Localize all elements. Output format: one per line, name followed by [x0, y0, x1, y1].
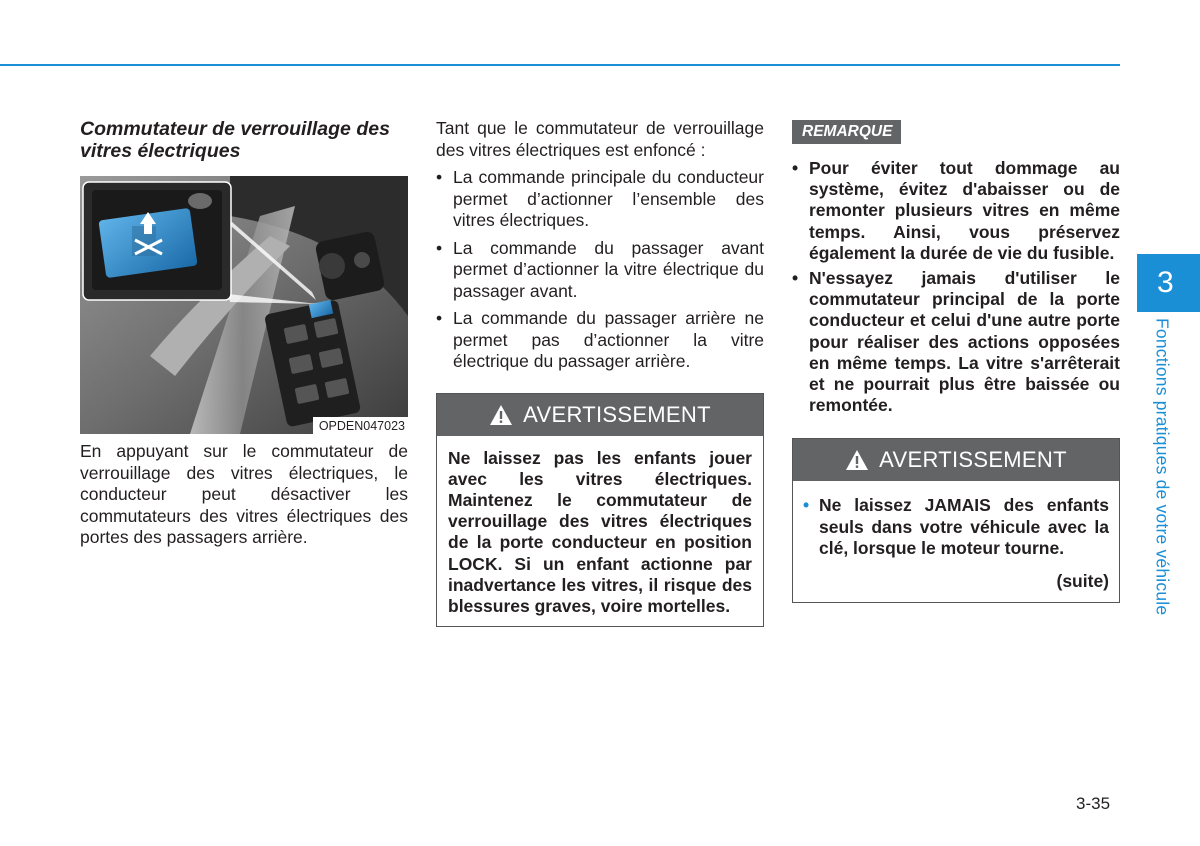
chapter-title-vertical — [1148, 318, 1176, 638]
bullet-icon: • — [436, 167, 443, 187]
list-item-text: N'essayez jamais d'utiliser le commutateur principal de la porte conducteur et celui d'une autre porte pour réaliser des actions opposées en même temps. La vitre s'arrêterait et ne pourrait plus être baissée ou remontée. — [809, 268, 1120, 416]
warning-header — [437, 394, 763, 436]
bullet-icon: • — [792, 158, 799, 178]
list-item — [792, 158, 1120, 264]
warning-content — [793, 481, 1119, 602]
bullet-icon: • — [436, 308, 443, 328]
chapter-title-text: Fonctions pratiques de votre véhicule — [1152, 318, 1173, 616]
right-column — [792, 118, 1120, 603]
effect-list — [436, 167, 764, 373]
continued-label: (suite) — [1056, 571, 1109, 592]
list-item — [436, 167, 764, 232]
list-item-text: La commande principale du conducteur permet d’actionner l’ensemble des vitres électriques. — [453, 167, 764, 230]
left-column — [80, 118, 408, 549]
lock-switch-description: En appuyant sur le commutateur de verrouillage des vitres électriques, le conducteur peut désactiver les commutateurs des vitres électriques des portes des passagers arrière. — [80, 441, 408, 547]
list-item-text: La commande du passager avant permet d’actionner la vitre électrique du passager avant. — [453, 237, 764, 301]
warning-box — [792, 438, 1120, 603]
bullet-icon: • — [803, 495, 810, 516]
middle-column — [436, 118, 764, 627]
photo-reference-code: OPDEN047023 — [313, 417, 408, 434]
remark-label: REMARQUE — [792, 120, 901, 144]
remark-list — [792, 158, 1120, 416]
warning-box — [436, 393, 764, 628]
list-item-text: La commande du passager arrière ne permet pas d’actionner la vitre électrique du passager arrière. — [453, 308, 764, 371]
list-item — [436, 238, 764, 303]
warning-title: AVERTISSEMENT — [879, 447, 1067, 473]
warning-triangle-icon — [845, 449, 869, 471]
window-lock-switch-photo — [80, 176, 408, 434]
warning-title: AVERTISSEMENT — [523, 401, 711, 427]
warning-header — [793, 439, 1119, 481]
bullet-icon: • — [436, 237, 443, 258]
list-item — [792, 268, 1120, 416]
door-panel-illustration — [80, 176, 408, 434]
section-heading: Commutateur de verrouillage des vitres électriques — [80, 118, 390, 162]
bullet-icon: • — [792, 268, 799, 289]
chapter-tab: 3 — [1137, 254, 1200, 312]
top-rule — [0, 64, 1120, 66]
list-item — [436, 308, 764, 373]
warning-triangle-icon — [489, 404, 513, 426]
list-item — [803, 495, 1109, 559]
warning-text: Ne laissez pas les enfants jouer avec les vitres électriques. Maintenez le commutateur de verrouillage des vitres électriques de la porte conducteur en position LOCK. Si un enfant actionne par inadvertance les vitres, il risque des blessures graves, voire mortelles. — [448, 447, 752, 616]
page-number: 3-35 — [1076, 794, 1111, 813]
warning-text: Ne laissez JAMAIS des enfants seuls dans votre véhicule avec la clé, lorsque le moteur tourne. — [819, 495, 1109, 558]
list-item-text: Pour éviter tout dommage au système, évitez d'abaisser ou de remonter plusieurs vitres en même temps. Ainsi, vous préservez également la durée de vie du fusible. — [809, 158, 1120, 263]
intro-paragraph: Tant que le commutateur de verrouillage des vitres électriques est enfoncé : — [436, 118, 764, 160]
